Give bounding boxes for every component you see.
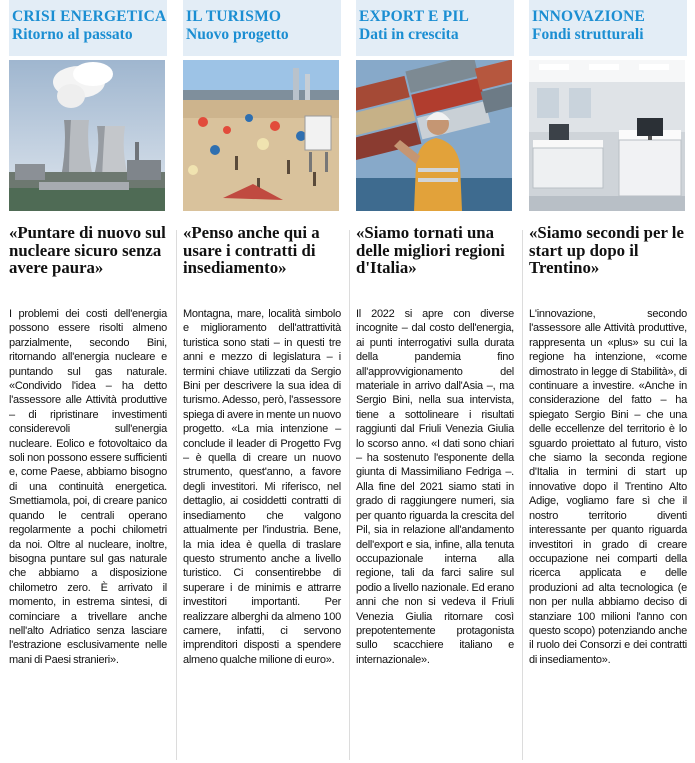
section-subhead: Nuovo progetto (186, 26, 289, 43)
section-kicker: IL TURISMO (186, 8, 282, 25)
section-subhead: Fondi strutturali (532, 26, 644, 43)
containers-worker-photo (356, 60, 512, 211)
laboratory-photo (529, 60, 685, 211)
section-header (9, 0, 167, 56)
column-divider (522, 230, 523, 760)
beach-photo (183, 60, 339, 211)
section-header (356, 0, 514, 56)
column-divider (176, 230, 177, 760)
section-subhead: Ritorno al passato (12, 26, 133, 43)
pull-quote: «Siamo secondi per le start up dopo il Trentino» (529, 223, 684, 277)
nuclear-plant-photo (9, 60, 165, 211)
pull-quote: «Puntare di nuovo sul nucleare sicuro senza avere paura» (9, 223, 166, 277)
article-column-innovation (529, 0, 687, 667)
article-body: L'innovazione, secondo l'assessore alle Attività produttive, rappresenta un «plus» su cui la regione ha intenzione, «come dimostrato in legge di Stabilità», di continuare a investire. «Anche in considerazione del fatto – ha spiegato Sergio Bini – che una delle eccellenze del territorio è lo sguardo proiettato al futuro, visto che siamo la seconda regione d'Italia in termini di start up innovative dopo il Trentino Alto Adige, vogliamo fare sì che il nostro territorio diventi interessante per quanto riguarda investitori in grado di creare occupazione nei comparti della ricerca applicata e delle produzioni ad alta tecnologica (e non per nulla abbiamo deciso di stanziare 100 milioni l'anno con questo scopo) potenziando anche il ruolo dei Consorzi e dei contratti di insediamento». (529, 308, 687, 666)
section-header (529, 0, 687, 56)
article-body: Il 2022 si apre con diverse incognite – dal costo dell'energia, ai punti interrogativi sulla durata della pandemia fino all'approvvigionamento del materiale in arrivo dall'Asia –, ma Sergio Bini, nella sua intervista, tiene a sottolineare i risultati raggiunti dal Friuli Venezia Giulia lo scorso anno. «I dati sono chiari – ha sostenuto l'esponente della giunta di Massimiliano Fedriga –. Alla fine del 2021 siamo stati in grado di raggiungere numeri, sia per quanto riguarda la crescita del Pil, sia in relazione all'andamento dell'export e sia, infine, alla tenuta occupazionale interna alla regione, tali da farci salire sul podio a livello nazionale. Ed erano anni che non si vedeva il Friuli Venezia Giulia ritornare così prepotentemente protagonista sullo scacchiere italiano e internazionale». (356, 308, 514, 666)
pull-quote: «Siamo tornati una delle migliori regioni d'Italia» (356, 223, 505, 277)
section-kicker: EXPORT E PIL (359, 8, 470, 25)
section-kicker: CRISI ENERGETICA (12, 8, 167, 25)
article-column-energy (9, 0, 167, 667)
section-header (183, 0, 341, 56)
section-kicker: INNOVAZIONE (532, 8, 646, 25)
article-body: Montagna, mare, località simbolo e miglioramento dell'attrattività turistica sono stati – in questi tre anni e mezzo di legislatura – i termini chiave utilizzati da Sergio Bini per descrivere la sua idea di turismo. Adesso, però, l'assessore spiega di avere in mente un nuovo progetto. «La mia intenzione – conclude il leader di Progetto Fvg – è quella di creare un nuovo strumento, quest'anno, a favore degli investitori. Mi riferisco, nel dettaglio, ai cosiddetti contratti di insediamento che valgono attualmente per l'industria. Bene, la mia idea è quella di traslare questo strumento anche a livello turistico. Ci consentirebbe di superare i de minimis e attrarre investitori importanti. Per realizzare alberghi da almeno 100 camere, infatti, ci servono imprenditori disposti a spendere almeno qualche milione di euro». (183, 308, 341, 666)
section-subhead: Dati in crescita (359, 26, 459, 43)
column-divider (349, 230, 350, 760)
article-column-export (356, 0, 514, 667)
article-body: I problemi dei costi dell'energia possono essere risolti almeno parzialmente, secondo Bini, ritornando all'energia nucleare e puntando sul gas naturale. «Condivido l'idea – ha detto l'assessore alle Attività produttive – di ripristinare investimenti considerevoli sull'energia nucleare. Eolico e fotovoltaico da soli non possono essere sufficienti e, come Paese, abbiamo bisogno di una continuità energetica. Smettiamola, poi, di creare panico quando le centrali operano regolarmente a pochi chilometri da noi. Oltre al nucleare, inoltre, bisogna puntare sul gas naturale che abbiamo a disposizione chilometro zero. È arrivato il momento, in estrema sintesi, di cominciare a trivellare anche nell'alto Adriatico senza lasciare l'estrazione esclusivamente nelle mani di Paesi stranieri». (9, 308, 167, 666)
pull-quote: «Penso anche qui a usare i contratti di insediamento» (183, 223, 320, 277)
article-column-tourism (183, 0, 341, 667)
